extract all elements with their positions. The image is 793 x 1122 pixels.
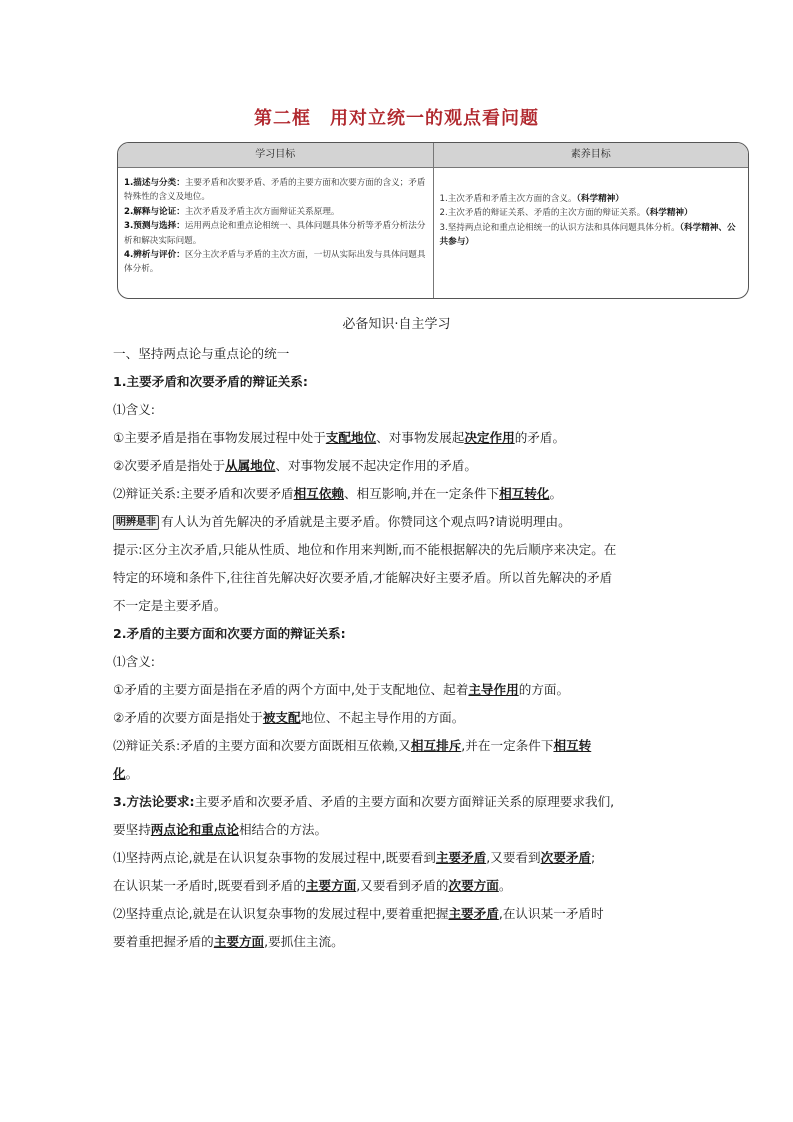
literacy-goal-text: 2.主次矛盾的辩证关系、矛盾的主次方面的辩证关系。 [439,208,646,219]
text-line [113,928,683,956]
text-span: 1.主要矛盾和次要矛盾的辩证关系: [113,374,308,389]
learning-goal-label: 3.预测与选择： [124,221,185,232]
text-span: ⑵辩证关系:矛盾的主要方面和次要方面既相互依赖,又 [113,738,411,753]
literacy-goal-item [440,192,743,206]
learning-goals-list [118,168,434,299]
learning-goal-text: 运用两点论和重点论相统一、具体问题具体分析等矛盾分析法分析和解决实际问题。 [124,221,426,246]
text-span: ⑵辩证关系:主要矛盾和次要矛盾 [113,486,294,501]
key-term: 相互依赖 [293,486,344,501]
learning-goal-label: 1.描述与分类： [124,178,185,188]
text-line [113,508,683,536]
text-span: 主要矛盾和次要矛盾、矛盾的主要方面和次要方面辩证关系的原理要求我们, [194,794,615,809]
learning-goal-item [124,248,427,277]
text-span: 的矛盾。 [514,430,566,445]
key-term: 主要方面 [305,878,357,893]
text-span: 、对事物发展起 [376,430,465,445]
text-line [113,760,683,788]
text-line [113,648,683,676]
key-term: 被支配 [262,710,301,725]
text-span: 要着重把握矛盾的 [113,934,214,949]
key-term: 相互转化 [499,486,550,501]
literacy-goal-text: 1.主次矛盾和矛盾主次方面的含义。 [439,194,577,204]
text-span: 有人认为首先解决的矛盾就是主要矛盾。你赞同这个观点吗?请说明理由。 [161,514,571,529]
key-term: 支配地位 [325,430,377,445]
learning-goal-text: 区分主次矛盾与矛盾的主次方面，一切从实际出发与具体问题具体分析。 [124,250,426,275]
learning-goal-label: 2.解释与论证： [124,206,185,217]
text-span: ⑴坚持两点论,就是在认识复杂事物的发展过程中,既要看到 [113,850,436,865]
learning-goal-label: 4.辨析与评价： [124,250,185,261]
learning-goal-item [124,176,427,205]
text-line [113,452,683,480]
text-line [113,424,683,452]
key-term: 化 [113,766,126,781]
text-line [113,536,683,564]
text-line [113,844,683,872]
goals-table [117,142,749,299]
goals-body [118,168,748,299]
text-span: 、相互影响,并在一定条件下 [343,486,500,501]
text-line [113,564,683,592]
text-span: 、对事物发展不起决定作用的矛盾。 [275,458,477,473]
text-span: 地位、不起主导作用的方面。 [300,710,465,725]
literacy-goals-header: 素养目标 [570,149,611,160]
key-term: 次要方面 [448,878,499,893]
text-line [113,872,683,900]
literacy-goal-item [440,206,743,220]
text-line [113,816,683,844]
text-span: ①矛盾的主要方面是指在矛盾的两个方面中,处于支配地位、起着 [113,682,469,697]
text-span: 相结合的方法。 [238,822,328,837]
key-term: 相互转 [553,738,592,753]
section-subtitle: 必备知识·自主学习 [342,317,451,332]
key-term: 决定作用 [464,430,515,445]
literacy-goal-item [440,221,743,250]
literacy-goal-tag: （科学精神、公共参与） [439,222,736,248]
text-span: 的方面。 [518,682,570,697]
text-span: 2.矛盾的主要方面和次要方面的辩证关系: [113,626,346,641]
key-term: 次要矛盾 [540,850,591,865]
text-line [113,592,683,620]
text-span: ,在认识某一矛盾时 [498,906,604,921]
page-title: 第二框 用对立统一的观点看问题 [254,108,539,129]
key-term: 相互排斥 [410,738,462,753]
key-term: 主要方面 [213,934,265,949]
discernment-badge: 明辨是非 [113,515,159,530]
text-span: 一、坚持两点论与重点论的统一 [113,346,290,361]
text-line [113,480,683,508]
learning-goal-text: 主次矛盾及矛盾主次方面辩证关系原理。 [184,206,340,217]
text-span: 。 [498,878,512,893]
text-span: ,要抓住主流。 [264,934,344,949]
learning-goal-item [124,219,427,248]
text-span: ; [591,850,596,865]
literacy-goal-tag: （科学精神） [576,194,624,204]
bold-label: 3.方法论要求: [113,794,195,809]
text-span: 要坚持 [113,822,151,837]
literacy-goals-list [434,168,749,299]
text-line [113,788,683,816]
learning-goal-text: 主要矛盾和次要矛盾、矛盾的主要方面和次要方面的含义；矛盾特殊性的含义及地位。 [124,178,426,203]
text-line [113,900,683,928]
literacy-goal-text: 3.坚持两点论和重点论相统一的认识方法和具体问题具体分析。 [439,222,680,233]
text-line [113,732,683,760]
text-span: ⑵坚持重点论,就是在认识复杂事物的发展过程中,要着重把握 [113,906,449,921]
key-term: 从属地位 [225,458,276,473]
text-span: ,并在一定条件下 [461,738,554,753]
text-span: 在认识某一矛盾时,既要看到矛盾的 [113,878,306,893]
section-heading [113,368,683,396]
text-span: 不一定是主要矛盾。 [113,598,227,613]
learning-goal-item [124,205,427,219]
literacy-goal-tag: （科学精神） [645,208,693,219]
text-line [113,704,683,732]
text-span: ⑴含义: [113,402,156,417]
key-term: 主要矛盾 [448,906,499,921]
key-term: 主要矛盾 [435,850,487,865]
text-span: ,又要看到 [486,850,541,865]
text-span: ⑴含义: [113,654,156,669]
goals-header-row [118,143,748,168]
text-span: 。 [549,486,563,501]
text-span: ,又要看到矛盾的 [356,878,449,893]
text-line [113,676,683,704]
text-span: 。 [125,766,139,781]
text-span: ①主要矛盾是指在事物发展过程中处于 [113,430,326,445]
text-span: 特定的环境和条件下,往往首先解决好次要矛盾,才能解决好主要矛盾。所以首先解决的矛盾 [113,570,613,585]
text-line [113,340,683,368]
main-content [113,340,683,956]
learning-goals-header: 学习目标 [118,143,434,167]
text-span: 提示:区分主次矛盾,只能从性质、地位和作用来判断,而不能根据解决的先后顺序来决定。在 [113,542,617,557]
key-term: 两点论和重点论 [150,822,239,837]
section-heading [113,620,683,648]
text-span: ②矛盾的次要方面是指处于 [113,710,263,725]
key-term: 主导作用 [468,682,519,697]
text-line [113,396,683,424]
text-span: ②次要矛盾是指处于 [113,458,226,473]
